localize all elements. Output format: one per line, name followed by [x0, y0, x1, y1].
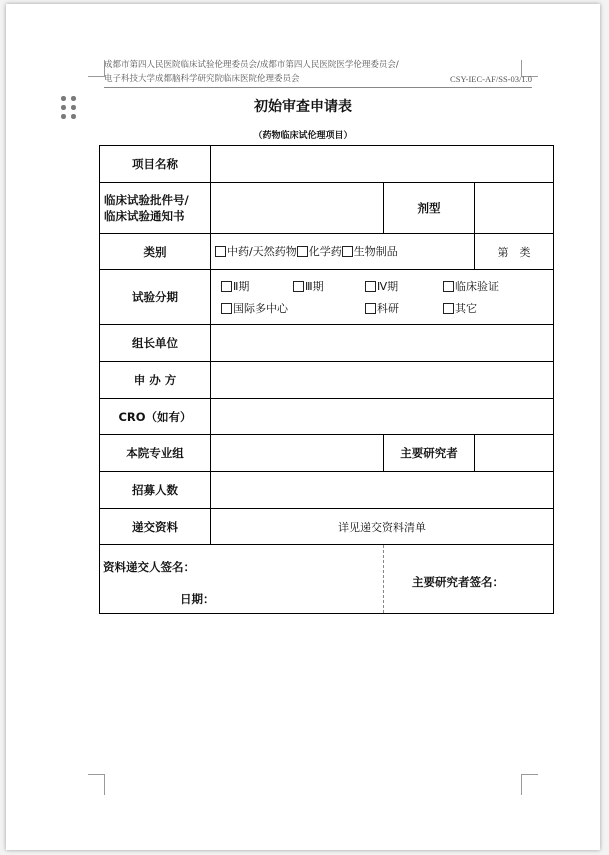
header-line-1: 成都市第四人民医院临床试验伦理委员会/成都市第四人民医院医学伦理委员会/: [104, 60, 399, 70]
checkbox-icon: [221, 303, 232, 314]
submitter-signature-cell[interactable]: [100, 545, 384, 614]
project-name-label: 项目名称: [100, 146, 211, 183]
checkbox-icon: [365, 281, 376, 292]
department-label: 本院专业组: [100, 435, 211, 472]
pi-signature-label: 主要研究者签名：: [412, 575, 504, 589]
row-department: [100, 435, 554, 472]
phase-option-2[interactable]: Ⅱ期: [221, 278, 293, 294]
row-signatures: [100, 545, 554, 614]
checkbox-icon: [297, 246, 308, 257]
document-code: CSY-IEC-AF/SS-03/1.0: [450, 74, 532, 84]
checkbox-icon: [293, 281, 304, 292]
row-leader-unit: [100, 325, 554, 362]
principal-investigator-label: 主要研究者: [384, 435, 475, 472]
submitter-signature-label: 资料递交人签名：: [103, 560, 195, 574]
cro-field[interactable]: [211, 399, 554, 435]
phase-option-other[interactable]: 其它: [443, 300, 477, 316]
leader-unit-label: 组长单位: [100, 325, 211, 362]
checkbox-icon: [215, 246, 226, 257]
approval-label: [100, 183, 211, 234]
margin-corner-bottom-right: [521, 774, 538, 795]
sponsor-label: 申 办 方: [100, 362, 211, 399]
category-class-field[interactable]: 第 类: [475, 234, 554, 270]
category-option-tcm[interactable]: 中药/天然药物: [215, 243, 297, 259]
pi-signature-cell[interactable]: [384, 545, 554, 614]
enrollment-label: 招募人数: [100, 472, 211, 509]
dosage-label: 剂型: [384, 183, 475, 234]
dosage-field[interactable]: [475, 183, 554, 234]
category-label: 类别: [100, 234, 211, 270]
row-project-name: [100, 146, 554, 183]
approval-label-line-2: 临床试验通知书: [104, 209, 185, 223]
row-cro: [100, 399, 554, 435]
principal-investigator-field[interactable]: [475, 435, 554, 472]
phase-option-4[interactable]: Ⅳ期: [365, 278, 443, 294]
row-approval: [100, 183, 554, 234]
category-options: [211, 234, 475, 270]
checkbox-icon: [365, 303, 376, 314]
phase-options: [211, 270, 554, 325]
phase-label: 试验分期: [100, 270, 211, 325]
approval-number-field[interactable]: [211, 183, 384, 234]
margin-corner-top-left: [88, 60, 105, 77]
form-subtitle: （药物临床试伦理项目）: [253, 131, 353, 141]
phase-option-clinical-verification[interactable]: 临床验证: [443, 278, 499, 294]
row-category: [100, 234, 554, 270]
row-phase: [100, 270, 554, 325]
phase-option-research[interactable]: 科研: [365, 300, 443, 316]
phase-option-international-multicenter[interactable]: 国际多中心: [221, 300, 365, 316]
form-title: 初始审查申请表: [254, 99, 352, 115]
checkbox-icon: [443, 281, 454, 292]
checkbox-icon: [221, 281, 232, 292]
row-sponsor: [100, 362, 554, 399]
category-option-chemical[interactable]: 化学药: [297, 243, 342, 259]
date-label: 日期：: [180, 592, 215, 606]
row-enrollment: [100, 472, 554, 509]
document-page: [6, 4, 600, 850]
category-option-biologic[interactable]: 生物制品: [342, 243, 398, 259]
sponsor-field[interactable]: [211, 362, 554, 399]
phase-option-3[interactable]: Ⅲ期: [293, 278, 365, 294]
application-form-table: [99, 145, 554, 614]
project-name-field[interactable]: [211, 146, 554, 183]
checkbox-icon: [443, 303, 454, 314]
department-field[interactable]: [211, 435, 384, 472]
enrollment-field[interactable]: [211, 472, 554, 509]
submission-label: 递交资料: [100, 509, 211, 545]
submission-value: 详见递交资料清单: [211, 509, 554, 545]
leader-unit-field[interactable]: [211, 325, 554, 362]
row-submission: [100, 509, 554, 545]
approval-label-line-1: 临床试验批件号/: [104, 193, 189, 207]
page-header: [104, 58, 532, 88]
checkbox-icon: [342, 246, 353, 257]
margin-corner-bottom-left: [88, 774, 105, 795]
cro-label: CRO（如有）: [100, 399, 211, 435]
header-line-2: 电子科技大学成都脑科学研究院临床医院伦理委员会: [104, 74, 300, 84]
